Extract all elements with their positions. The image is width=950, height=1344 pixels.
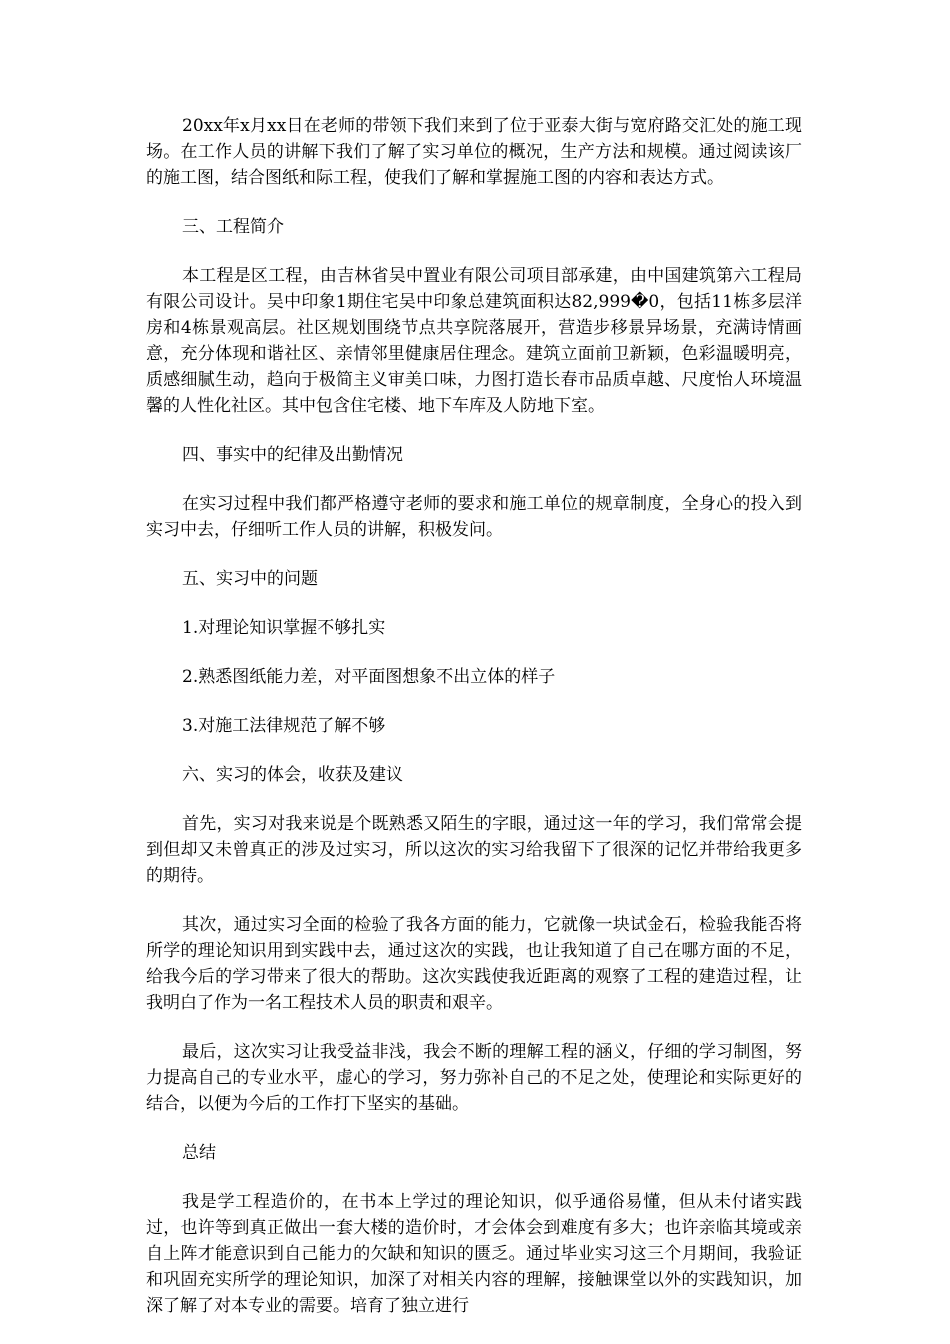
experience-paragraph: 首先，实习对我来说是个既熟悉又陌生的字眼，通过这一年的学习，我们常常会提到但却又未曾真正的涉及过实习，所以这次的实习给我留下了很深的记忆并带给我更多的期待。 <box>146 814 802 886</box>
problem-item: 2.熟悉图纸能力差，对平面图想象不出立体的样子 <box>182 667 556 687</box>
section-heading-problems: 五、实习中的问题 <box>182 569 318 589</box>
document-page <box>146 113 802 1342</box>
section-heading-discipline: 四、事实中的纪律及出勤情况 <box>182 445 403 465</box>
summary-paragraph: 我是学工程造价的，在书本上学过的理论知识，似乎通俗易懂，但从未付诸实践过，也许等到真正做出一套大楼的造价时，才会体会到难度有多大；也许亲临其境或亲自上阵才能意识到自己能力的欠缺和知识的匮乏。通过毕业实习这三个月期间，我验证和巩固充实所学的理论知识，加深了对相关内容的理解，接触课堂以外的实践知识，加深了解了对本专业的需要。培育了独立进行 <box>146 1192 802 1316</box>
experience-paragraph: 最后，这次实习让我受益非浅，我会不断的理解工程的涵义，仔细的学习制图，努力提高自己的专业水平，虚心的学习，努力弥补自己的不足之处，使理论和实际更好的结合，以便为今后的工作打下坚实的基础。 <box>146 1042 802 1114</box>
section-heading-experience: 六、实习的体会，收获及建议 <box>182 765 403 785</box>
project-intro-paragraph: 本工程是区工程，由吉林省吴中置业有限公司项目部承建，由中国建筑第六工程局有限公司设计。吴中印象1期住宅吴中印象总建筑面积达82,999�0，包括11栋多层洋房和4栋景观高层。社区规划围绕节点共享院落展开，营造步移景异场景，充满诗情画意，充分体现和谐社区、亲情邻里健康居住理念。建筑立面前卫新颖，色彩温暖明亮，质感细腻生动，趋向于极简主义审美口味，力图打造长春市品质卓越、尺度怡人环境温馨的人性化社区。其中包含住宅楼、地下车库及人防地下室。 <box>146 266 802 416</box>
problem-item: 1.对理论知识掌握不够扎实 <box>182 618 386 638</box>
problem-item: 3.对施工法律规范了解不够 <box>182 716 386 736</box>
discipline-paragraph: 在实习过程中我们都严格遵守老师的要求和施工单位的规章制度，全身心的投入到实习中去，仔细听工作人员的讲解，积极发问。 <box>146 494 802 540</box>
summary-heading: 总结 <box>182 1143 216 1163</box>
experience-paragraph: 其次，通过实习全面的检验了我各方面的能力，它就像一块试金石，检验我能否将所学的理论知识用到实践中去，通过这次的实践，也让我知道了自己在哪方面的不足，给我今后的学习带来了很大的帮助。这次实践使我近距离的观察了工程的建造过程，让我明白了作为一名工程技术人员的职责和艰辛。 <box>146 915 802 1013</box>
section-heading-project-intro: 三、工程简介 <box>182 217 284 237</box>
intro-paragraph: 20xx年x月xx日在老师的带领下我们来到了位于亚泰大街与宽府路交汇处的施工现场。在工作人员的讲解下我们了解了实习单位的概况，生产方法和规模。通过阅读该厂的施工图，结合图纸和际工程，使我们了解和掌握施工图的内容和表达方式。 <box>146 116 802 188</box>
